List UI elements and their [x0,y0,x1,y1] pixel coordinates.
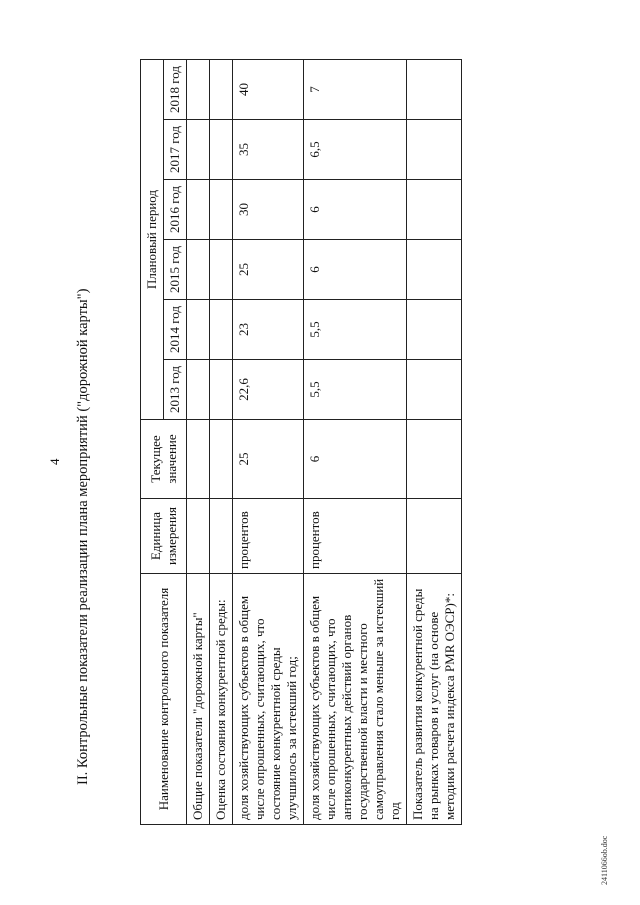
row-value [187,120,210,180]
row-unit [187,499,210,574]
row-current [210,420,233,499]
row-value [210,120,233,180]
header-year: 2013 год [164,360,187,420]
row-value [187,60,210,120]
row-unit [210,499,233,574]
row-value: 6 [304,240,407,300]
row-current [407,420,462,499]
header-year: 2018 год [164,60,187,120]
footer-filename: 2411066ob.doc [600,835,609,885]
indicators-table [140,59,462,825]
row-value: 25 [233,240,304,300]
header-name: Наименование контрольного показателя [141,574,187,825]
row-value [407,300,462,360]
row-unit [407,499,462,574]
row-value [210,180,233,240]
header-year: 2015 год [164,240,187,300]
table-row [304,60,407,825]
row-value [187,240,210,300]
table-row [187,60,210,825]
row-value: 7 [304,60,407,120]
row-value [407,180,462,240]
row-name: Общие показатели "дорожной карты" [187,574,210,825]
table-row [233,60,304,825]
row-name: доля хозяйствующих субъектов в общем числе опрошенных, считающих, что состояние конкурентной среды улучшилось за истекший год; [233,574,304,825]
row-value [407,60,462,120]
row-value: 5,5 [304,300,407,360]
row-value: 23 [233,300,304,360]
row-value [210,300,233,360]
row-value: 35 [233,120,304,180]
row-value: 6,5 [304,120,407,180]
row-value: 40 [233,60,304,120]
header-planned: Плановый период [141,60,164,420]
table-row [407,60,462,825]
row-value [210,60,233,120]
row-value [407,240,462,300]
row-value: 30 [233,180,304,240]
header-year: 2016 год [164,180,187,240]
row-current: 6 [304,420,407,499]
row-value [187,300,210,360]
header-year: 2017 год [164,120,187,180]
row-unit: процентов [304,499,407,574]
row-value: 5,5 [304,360,407,420]
row-value [187,360,210,420]
row-value [187,180,210,240]
header-year: 2014 год [164,300,187,360]
row-name: Показатель развития конкурентной среды на рынках товаров и услуг (на основе методики расчета индекса PMR ОЭСР)*: [407,574,462,825]
row-value [407,360,462,420]
row-name: Оценка состояния конкурентной среды: [210,574,233,825]
row-name: доля хозяйствующих субъектов в общем числе опрошенных, считающих, что антиконкурентных действий органов государственной власти и местного самоуправления стало меньше за истекший год [304,574,407,825]
row-value [210,360,233,420]
row-current: 25 [233,420,304,499]
table-row [210,60,233,825]
page-number: 4 [47,458,62,465]
row-value: 22,6 [233,360,304,420]
row-value: 6 [304,180,407,240]
row-value [210,240,233,300]
row-unit: процентов [233,499,304,574]
row-value [407,120,462,180]
row-current [187,420,210,499]
header-current: Текущее значение [141,420,187,499]
header-unit: Единица измерения [141,499,187,574]
section-title: II. Контрольные показатели реализации плана мероприятий ("дорожной карты") [75,288,91,785]
